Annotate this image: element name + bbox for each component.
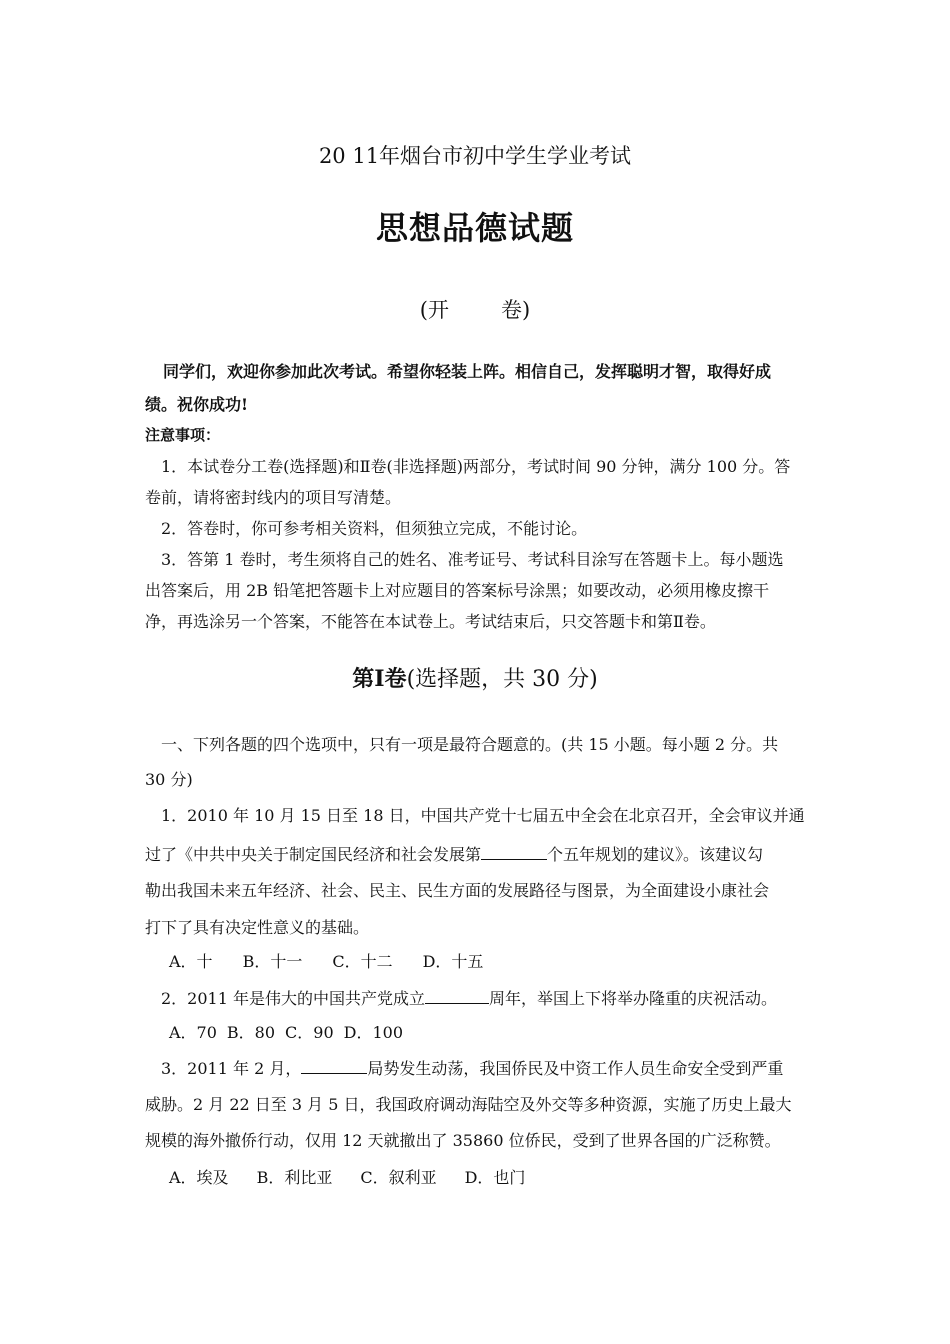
question-3-line-3: 规模的海外撤侨行动，仅用 12 天就撤出了 35860 位侨民，受到了世界各国的广泛称赞。 — [145, 1131, 781, 1150]
question-1-option-d: D．十五 — [422, 952, 484, 971]
question-3-line-1-a: 3．2011 年 2 月， — [161, 1059, 302, 1078]
question-2-option-d: D．100 — [343, 1023, 404, 1042]
question-1-option-c: C．十二 — [332, 952, 393, 971]
question-2-line-1-b: 周年，举国上下将举办隆重的庆祝活动。 — [489, 989, 778, 1008]
question-2-options — [169, 1023, 413, 1043]
section-1-intro-line-2: 30 分) — [145, 770, 193, 789]
question-1-options — [169, 952, 513, 972]
question-3-option-b: B．利比亚 — [256, 1168, 333, 1187]
question-1-blank — [481, 844, 547, 860]
question-1-line-3: 勒出我国未来五年经济、社会、民主、民生方面的发展路径与图景，为全面建设小康社会 — [145, 881, 770, 900]
subject-title: 思想品德试题 — [375, 209, 574, 247]
section-1-title — [0, 662, 950, 693]
section-1-intro-line-1: 一、下列各题的四个选项中，只有一项是最符合题意的。(共 15 小题。每小题 2 分。共 — [161, 735, 779, 754]
question-3-line-2: 威胁。2 月 22 日至 3 月 5 日，我国政府调动海陆空及外交等多种资源，实施了历史上最大 — [145, 1095, 792, 1114]
greeting-line-2: 绩。祝你成功! — [145, 395, 249, 414]
question-1-line-2-b: 个五年规划的建议》。该建议勾 — [547, 845, 764, 864]
question-3-option-c: C．叙利亚 — [360, 1168, 437, 1187]
notice-item-1-line-1: 1．本试卷分工卷(选择题)和Ⅱ卷(非选择题)两部分，考试时间 90 分钟，满分 100 分。答 — [161, 457, 791, 476]
notice-item-2-line-1: 2．答卷时，你可参考相关资料，但须独立完成，不能讨论。 — [161, 519, 588, 538]
question-3-line-1-b: 局势发生动荡，我国侨民及中资工作人员生命安全受到严重 — [367, 1059, 784, 1078]
notice-item-3-line-2: 出答案后，用 2B 铅笔把答题卡上对应题目的答案标号涂黑；如要改动，必须用橡皮擦干 — [145, 581, 770, 600]
exam-mode — [0, 294, 950, 324]
question-1-line-4: 打下了具有决定性意义的基础。 — [145, 918, 370, 937]
section-1-title-bold: 第Ⅰ卷 — [352, 666, 407, 692]
notice-item-3-line-1: 3．答第 1 卷时，考生须将自己的姓名、准考证号、考试科目涂写在答题卡上。每小题选 — [161, 550, 784, 569]
question-3-option-a: A．埃及 — [169, 1168, 229, 1187]
question-1-option-a: A．十 — [169, 952, 213, 971]
question-3-line-1 — [161, 1058, 783, 1079]
question-2-line-1-a: 2．2011 年是伟大的中国共产党成立 — [161, 989, 425, 1008]
question-2-blank — [425, 988, 489, 1004]
exam-mode-close: 卷) — [501, 298, 531, 322]
section-1-title-rest: (选择题，共 30 分) — [406, 667, 598, 692]
exam-title: 20 11年烟台市初中学生学业考试 — [318, 144, 632, 168]
question-2-option-c: C．90 — [285, 1023, 334, 1042]
question-2-option-a: A．70 — [169, 1023, 217, 1042]
question-3-option-d: D．也门 — [464, 1168, 526, 1187]
question-2-line-1 — [161, 988, 777, 1009]
question-1-option-b: B．十一 — [242, 952, 303, 971]
question-3-options — [169, 1168, 553, 1188]
notice-heading: 注意事项： — [145, 426, 221, 444]
question-1-line-2 — [145, 844, 763, 865]
question-3-blank — [301, 1058, 367, 1074]
question-1-line-1: 1．2010 年 10 月 15 日至 18 日，中国共产党十七届五中全会在北京召开，全会审议并通 — [161, 806, 805, 825]
question-2-option-b: B．80 — [226, 1023, 276, 1042]
greeting-line-1: 同学们，欢迎你参加此次考试。希望你轻装上阵。相信自己，发挥聪明才智，取得好成 — [163, 362, 772, 381]
notice-item-3-line-3: 净，再选涂另一个答案，不能答在本试卷上。考试结束后，只交答题卡和第Ⅱ卷。 — [145, 612, 716, 631]
question-1-line-2-a: 过了《中共中央关于制定国民经济和社会发展第 — [145, 845, 482, 864]
notice-item-1-line-2: 卷前，请将密封线内的项目写清楚。 — [145, 488, 402, 507]
exam-mode-open: (开 — [419, 298, 449, 322]
